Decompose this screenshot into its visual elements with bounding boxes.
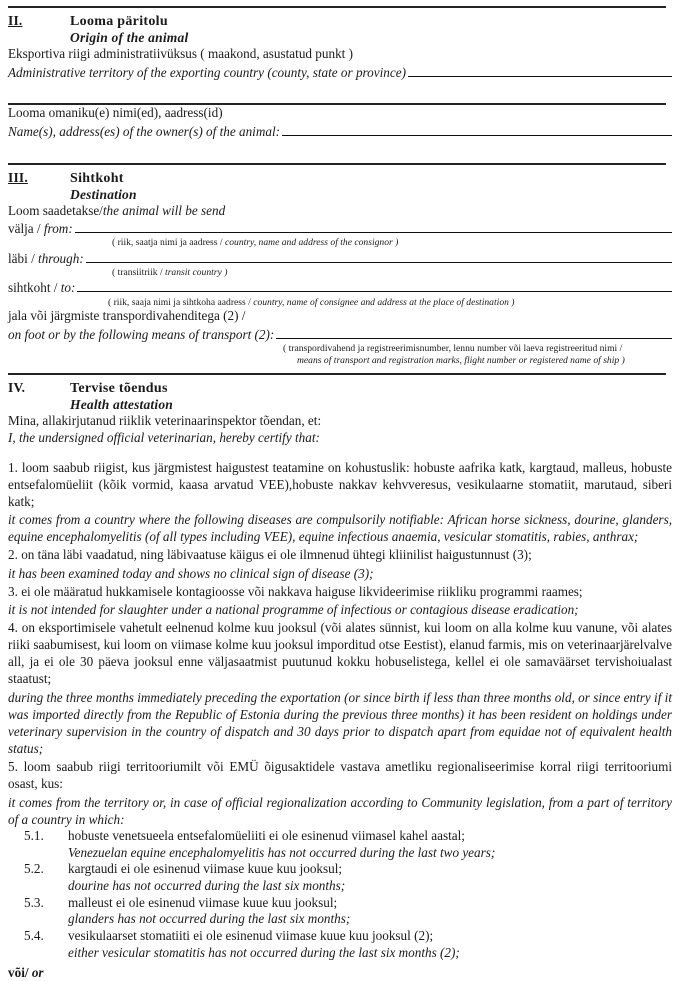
- section-heading-origin: [8, 13, 672, 30]
- through-input[interactable]: [86, 249, 672, 263]
- attestation-line-et: Mina, allakirjutanud riiklik veterinaarinspektor tõendan, et:: [8, 413, 322, 429]
- to-label-et: sihtkoht /: [8, 280, 61, 296]
- subclause-5-4-number: 5.4.: [24, 928, 44, 944]
- subclause-5-2-en: dourine has not occurred during the last six months;: [68, 878, 346, 893]
- owner-divider: [8, 103, 666, 105]
- section-divider-health: [8, 373, 666, 375]
- subclause-5-3-row-et: [8, 895, 672, 912]
- admin-territory-label-et: Eksportiva riigi administratiivüksus ( maakond, asustatud punkt ): [8, 46, 354, 61]
- section-title-destination-en: Destination: [70, 186, 137, 202]
- transport-caption-en: means of transport and registration marks, flight number or registered name of ship ): [297, 355, 625, 367]
- to-caption-en: country, name of consignee and address at the place of destination ): [253, 296, 515, 308]
- transport-caption-et: ( transpordivahend ja registreerimisnumber, lennu number või laeva registreeritud nimi /: [283, 343, 623, 355]
- transport-caption: [8, 343, 672, 367]
- subclause-5-2-et: kargtaudi ei ole esinenud viimase kuue kuu jooksul;: [68, 861, 343, 877]
- clause-5-et: 5. loom saabub riigi territooriumilt või EMÜ õigusaktidele vastava ametliku regionaliseerimise korral riigi territooriumi osast, kus:: [8, 759, 672, 792]
- attestation-line-en: I, the undersigned official veterinarian, hereby certify that:: [8, 429, 320, 445]
- clause-1-et: 1. loom saabub riigist, kus järgmistest haigustest teatamine on kohustuslik: hobuste aafrika katk, kargtaud, malleus, hobuste entsefalomüeliit (kõik vormid, kaasa arvatud VEE),hobuste nakkav kehvveresus, vesikulaarne stomatiit, marutaud, siberi katk;: [8, 459, 672, 509]
- transport-input[interactable]: [276, 325, 672, 339]
- subclause-5-2-number: 5.2.: [24, 861, 44, 877]
- clause-2-en: it has been examined today and shows no clinical sign of disease (3);: [8, 565, 374, 581]
- section-heading-health: [8, 380, 672, 397]
- alternative-marker-en: or: [31, 965, 44, 981]
- subclause-5-3-number: 5.3.: [24, 894, 44, 910]
- section-number-health: IV.: [8, 380, 26, 396]
- through-field-row: [8, 249, 672, 267]
- alternative-marker-et: või/: [8, 965, 32, 981]
- admin-territory-input[interactable]: [408, 63, 672, 77]
- section-title-origin-en: Origin of the animal: [70, 30, 189, 45]
- owner-label-en: Name(s), address(es) of the owner(s) of the animal:: [8, 123, 281, 139]
- section-title-destination-et: Sihtkoht: [70, 170, 124, 186]
- subclause-5-2-row-en: [8, 878, 672, 895]
- to-caption: [8, 297, 672, 309]
- section-title-origin-et: Looma päritolu: [70, 14, 168, 29]
- clauses-gap: [8, 447, 672, 458]
- destination-intro-en: the animal will be send: [102, 202, 226, 218]
- from-caption: [8, 237, 672, 249]
- clause-2-et: 2. on täna läbi vaadatud, ning läbivaatuse käigus ei ole ilmnenud ühtegi kliinilist haigustunnust (3);: [8, 547, 532, 563]
- section-divider-top: [8, 6, 666, 8]
- subclause-5-2-row-et: [8, 861, 672, 878]
- from-label-et: välja /: [8, 221, 44, 237]
- to-field-row: [8, 278, 672, 296]
- owner-field-row: [8, 122, 672, 141]
- subclause-5-1-row-en: [8, 845, 672, 862]
- subclause-5-1-row-et: [8, 828, 672, 845]
- through-caption: [8, 267, 672, 279]
- destination-intro-et: Loom saadetakse/: [8, 202, 103, 218]
- through-caption-en: transit country ): [165, 266, 228, 278]
- subclause-5-4-en: either vesicular stomatitis has not occurred during the last six months (2);: [68, 944, 460, 960]
- origin-gap: [8, 81, 672, 103]
- from-caption-et: ( riik, saatja nimi ja aadress /: [112, 237, 225, 249]
- clause-5-en: it comes from the territory or, in case of official regionalization according to Community legislation, from a part of territory of a country in which:: [8, 794, 672, 827]
- from-field-row: [8, 219, 672, 237]
- transport-field-row: [8, 325, 672, 344]
- from-caption-en: country, name and address of the consignor ): [224, 237, 399, 249]
- section-divider-destination: [8, 163, 666, 165]
- subclause-5-4-row-et: [8, 928, 672, 945]
- section-heading-destination: [8, 170, 672, 187]
- subclause-5-1-et: hobuste venetsueela entsefalomüeliiti ei ole esinenud viimasel kahel aastal;: [68, 827, 465, 843]
- section-title-health-en: Health attestation: [70, 397, 173, 413]
- from-label-en: from:: [43, 221, 73, 237]
- clause-3-et: 3. ei ole määratud hukkamisele kontagioosse või nakkava haiguse likvideerimise riikliku programmi raames;: [8, 583, 583, 599]
- clause-4-en: during the three months immediately preceding the exportation (or since birth if less than three months old, or since entry if it was imported directly from the Republic of Estonia during the previous three months) it has been resident on holdings under veterinary supervision in the country of dispatch and 30 days prior to dispatch apart from equidae not of equivalent health status;: [8, 689, 672, 757]
- owner-label-et: Looma omaniku(e) nimi(ed), aadress(id): [8, 105, 223, 121]
- alternative-marker: [8, 965, 672, 981]
- transport-label-en: on foot or by the following means of transport (2):: [8, 326, 275, 342]
- through-caption-et: ( transiitriik /: [112, 266, 166, 278]
- section-number-origin: II.: [8, 13, 23, 28]
- through-label-en: through:: [38, 250, 84, 266]
- destination-intro: [8, 203, 672, 220]
- section-title-health-et: Tervise tõendus: [70, 381, 168, 397]
- origin-bottom-gap: [8, 141, 672, 163]
- through-label: [8, 250, 84, 267]
- subclause-5-3-et: malleust ei ole esinenud viimase kuue kuu jooksul;: [68, 894, 338, 910]
- subclause-5-3-row-en: [8, 911, 672, 928]
- owner-input[interactable]: [282, 122, 672, 136]
- to-caption-et: ( riik, saaja nimi ja sihtkoha aadress /: [108, 296, 254, 308]
- admin-territory-field-row: [8, 63, 672, 82]
- through-label-et: läbi /: [8, 250, 39, 266]
- from-label: [8, 220, 73, 237]
- clause-4-et: 4. on eksportimisele vahetult eelnenud kolme kuu jooksul (või alates sünnist, kui loom on alla kolme kuu vanune, või alates riiki saabumisest, kui loom on viimase kolme kuu jooksul imporditud otse Eestist), elanud farmis, mis on veterinaarjärelvalve all, ja ei ole 30 päeva jooksul enne väljasaatmist puutunud kokku hobuselistega, kellel ei ole samaväärset tervishoiualast staatust;: [8, 619, 672, 687]
- subclause-5-1-en: Venezuelan equine encephalomyelitis has not occurred during the last two years;: [68, 844, 496, 860]
- clause-3-en: it is not intended for slaughter under a national programme of infectious or contagious disease eradication;: [8, 601, 579, 617]
- subclause-5-1-number: 5.1.: [24, 827, 44, 843]
- clause-1-en: it comes from a country where the following diseases are compulsorily notifiable: African horse sickness, dourine, glanders, equine encephalomyelitis (of all types including VEE), equine infectious anaemia, vesicular stomatitis, rabies, anthrax;: [8, 512, 672, 545]
- subclause-5-3-en: glanders has not occurred during the last six months;: [68, 911, 351, 927]
- to-label: [8, 279, 75, 296]
- section-number-destination: III.: [8, 169, 28, 185]
- to-input[interactable]: [77, 278, 672, 292]
- transport-label-et: jala või järgmiste transpordivahenditega (2) /: [8, 308, 246, 324]
- to-label-en: to:: [60, 280, 76, 296]
- admin-territory-label-en: Administrative territory of the exporting country (county, state or province): [8, 64, 406, 80]
- subclause-5-4-row-en: [8, 945, 672, 962]
- subclause-5-4-et: vesikulaarset stomatiiti ei ole esinenud viimase kuue kuu jooksul (2);: [68, 928, 434, 944]
- from-input[interactable]: [75, 219, 672, 233]
